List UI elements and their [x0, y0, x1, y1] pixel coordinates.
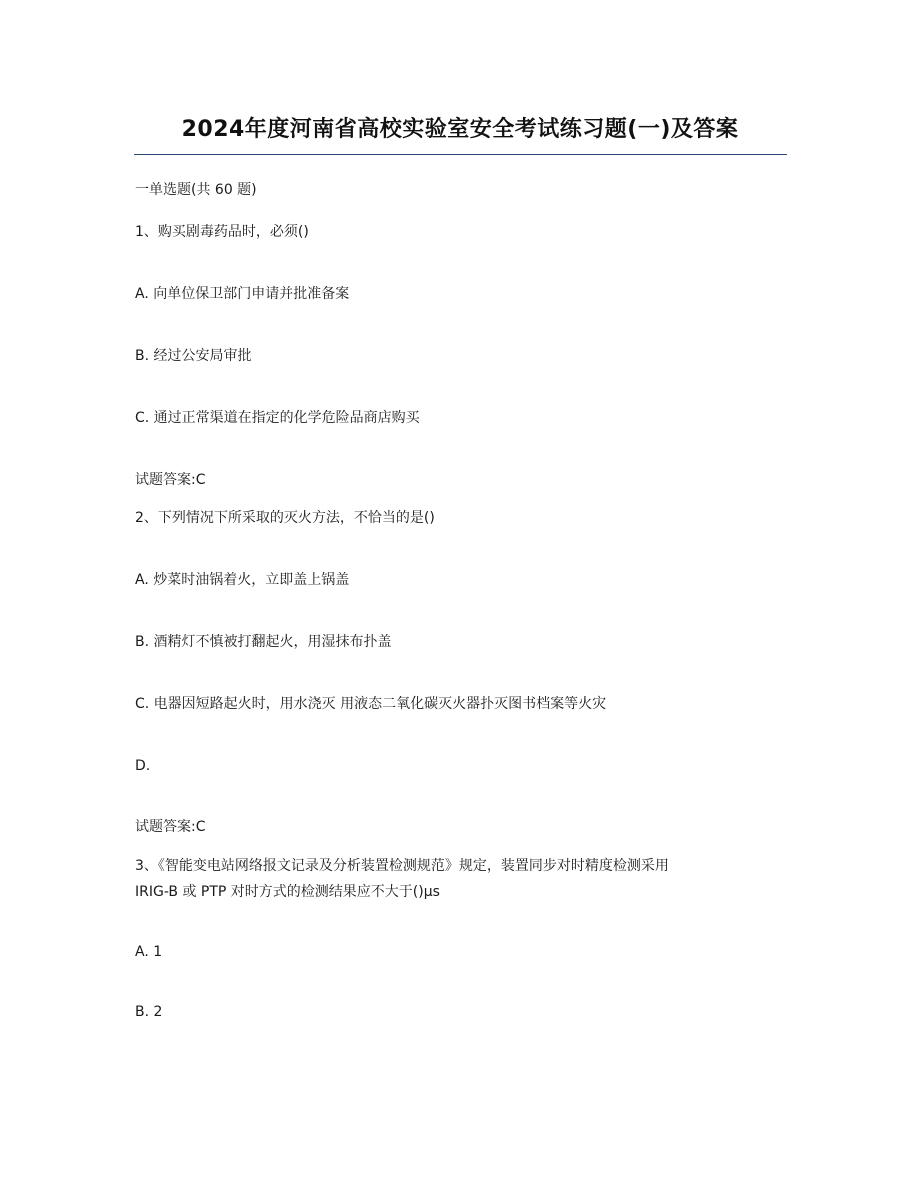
question-2-option-c: C. 电器因短路起火时，用水浇灭 用液态二氧化碳灭火器扑灭图书档案等火灾 — [135, 696, 607, 712]
question-1-option-a: A. 向单位保卫部门申请并批准备案 — [135, 286, 350, 302]
question-3-stem-line-1: 3、《智能变电站网络报文记录及分析装置检测规范》规定，装置同步对时精度检测采用 — [135, 858, 669, 874]
question-1-option-c: C. 通过正常渠道在指定的化学危险品商店购买 — [135, 410, 420, 426]
question-1-option-b: B. 经过公安局审批 — [135, 348, 252, 364]
question-3-stem-line-2: IRIG-B 或 PTP 对时方式的检测结果应不大于()μs — [135, 884, 440, 900]
question-3-option-b: B. 2 — [135, 1004, 163, 1020]
question-2-option-b: B. 酒精灯不慎被打翻起火，用湿抹布扑盖 — [135, 634, 392, 650]
question-2-option-d: D. — [135, 758, 151, 774]
question-2-answer: 试题答案:C — [135, 819, 206, 835]
question-3-option-a: A. 1 — [135, 944, 163, 960]
document-title: 2024年度河南省高校实验室安全考试练习题(一)及答案 — [181, 117, 739, 142]
question-2-stem: 2、下列情况下所采取的灭火方法，不恰当的是() — [135, 510, 435, 526]
question-2-option-a: A. 炒菜时油锅着火，立即盖上锅盖 — [135, 572, 350, 588]
section-heading: 一单选题(共 60 题) — [135, 182, 257, 198]
title-divider — [134, 154, 787, 155]
question-1-answer: 试题答案:C — [135, 472, 206, 488]
question-1-stem: 1、购买剧毒药品时，必须() — [135, 224, 309, 240]
